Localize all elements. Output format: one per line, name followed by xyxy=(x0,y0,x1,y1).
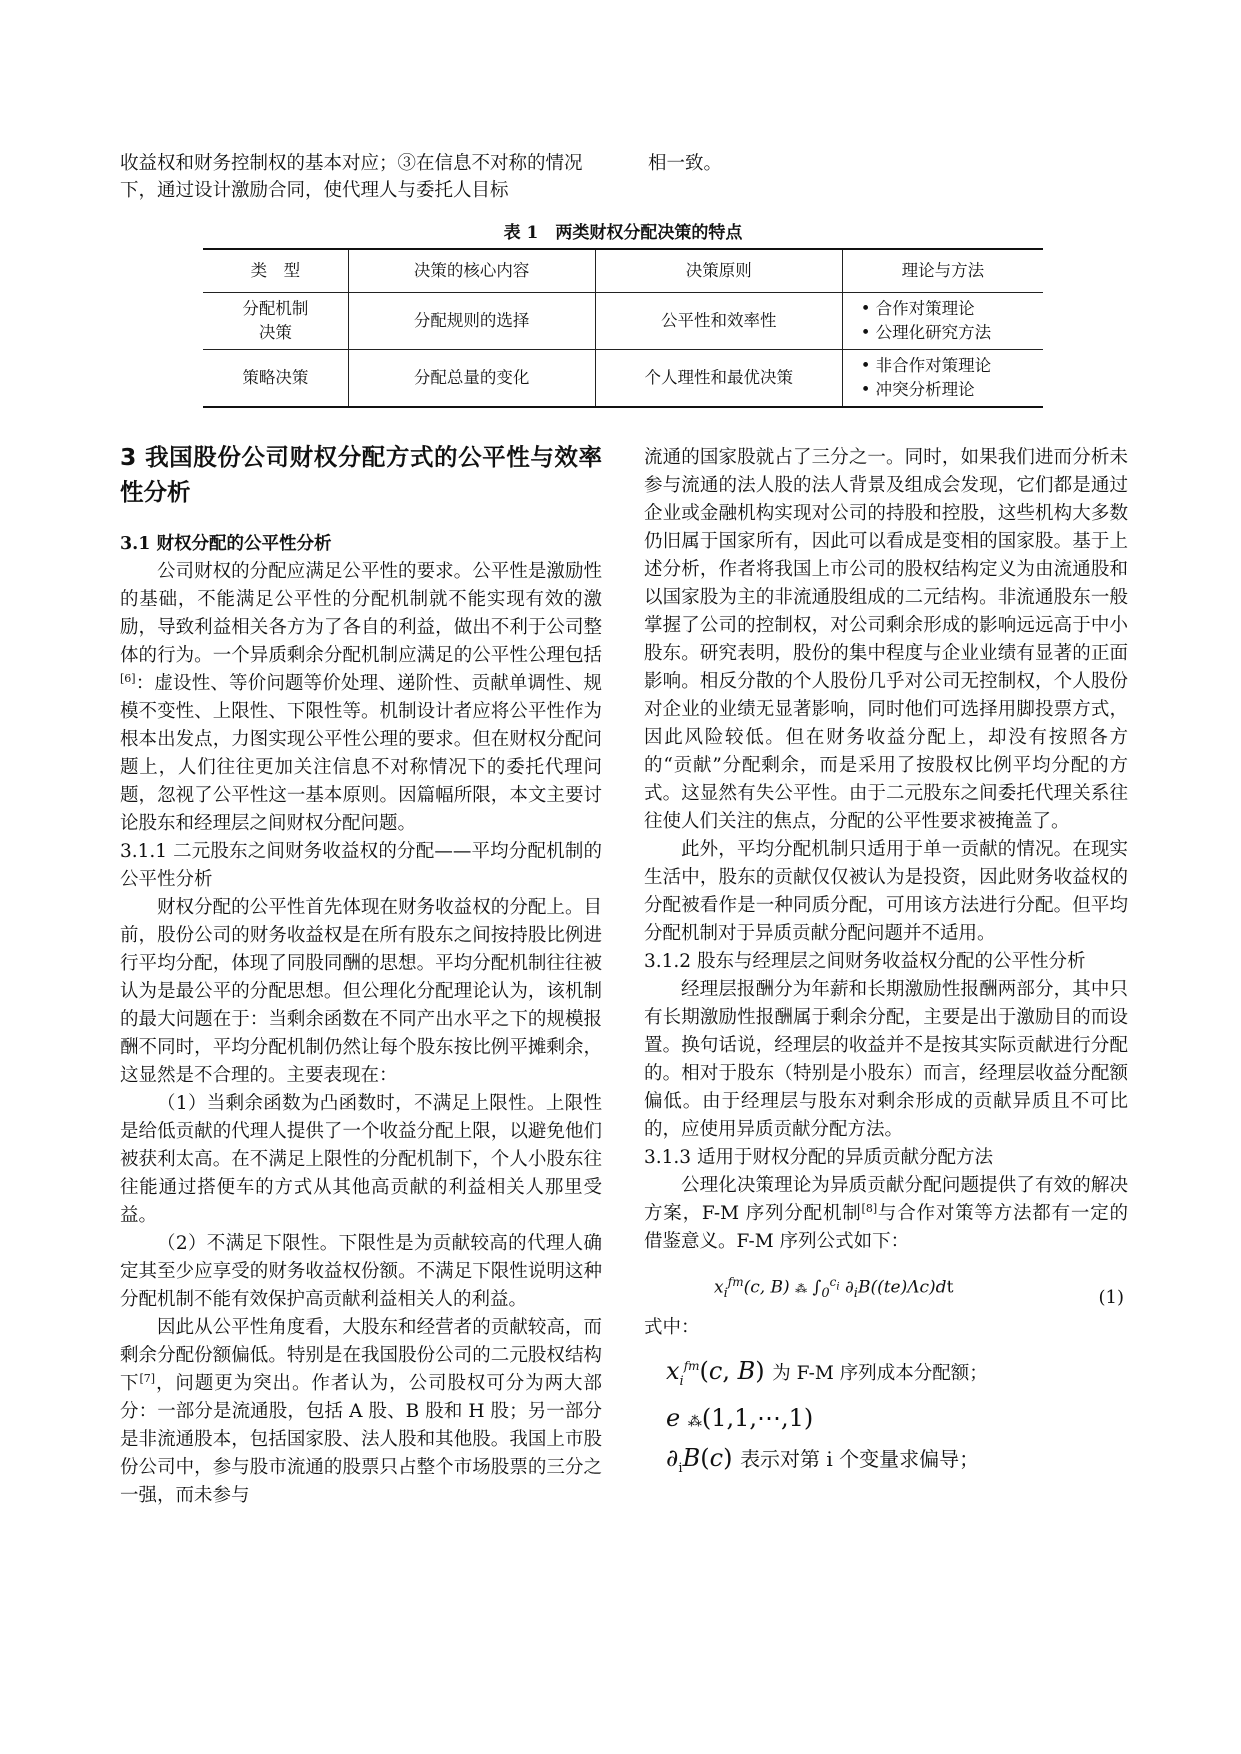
definition-2: e ⁂(1,1,⋯,1) xyxy=(666,1403,814,1432)
table-cell-principle: 个人理性和最优决策 xyxy=(595,350,842,408)
method-item: • 合作对策理论 xyxy=(860,299,975,318)
table-header-row xyxy=(203,249,1043,293)
paragraph: 财权分配的公平性首先体现在财务收益权的分配上。目前，股份公司的财务收益权是在所有股东之间按持股比例进行平均分配，体现了同股同酬的思想。平均分配机制往往被认为是最公平的分配思想。但公理化分配理论认为，该机制的最大问题在于：当剩余函数在不同产出水平之下的规模报酬不同时，平均分配机制仍然让每个股东按比例平摊剩余，这显然是不合理的。主要表现在： xyxy=(120,897,602,1086)
type-line: 决策 xyxy=(258,323,292,342)
table-row xyxy=(203,350,1043,408)
paragraph: （1）当剩余函数为凸函数时，不满足上限性。上限性是给低贡献的代理人提供了一个收益分配上限，以避免他们被获利太高。在不满足上限性的分配机制下，个人小股东往往能通过搭便车的方式从其他高贡献的利益相关人那里受益。 xyxy=(120,1093,602,1226)
method-item: • 冲突分析理论 xyxy=(860,380,975,399)
paragraph: 此外，平均分配机制只适用于单一贡献的情况。在现实生活中，股东的贡献仅仅被认为是投资，因此财务收益权的分配被看作是一种同质分配，可用该方法进行分配。但平均分配机制对于异质贡献分配问题并不适用。 xyxy=(644,839,1128,944)
paragraph-text: 公司财权的分配应满足公平性的要求。公平性是激励性的基础，不能满足公平性的分配机制就不能实现有效的激励，导致利益相关各方为了各自的利益，做出不利于公司整体的行为。一个异质剩余分配机制应满足的公平性公理包括 xyxy=(120,561,602,666)
formula-expression: $x_i^{fm}(c$, B) ⁂ $\int_0^{c_i}$ $\partial_iB((te)\Lambda c)dt$ xyxy=(714,1275,954,1302)
section-3-1-heading: 3.1 财权分配的公平性分析 xyxy=(120,534,332,554)
table-cell-type: 策略决策 xyxy=(203,350,348,408)
section-3-1-1-heading: 3.1.1 二元股东之间财务收益权的分配——平均分配机制的公平性分析 xyxy=(120,841,602,890)
paragraph-text: 与合作对策等方法都有一定的借鉴意义。F-M 序列公式如下： xyxy=(644,1203,1128,1252)
definition-3: $\partial_iB(c)$ 表示对第 i 个变量求偏导； xyxy=(666,1443,980,1476)
table-row xyxy=(203,293,1043,350)
right-column xyxy=(644,444,1128,1487)
paragraph-text: 因此从公平性角度看，大股东和经营者的贡献较高，而剩余分配份额偏低。特别是在我国股份公司的二元股权结构下 xyxy=(120,1317,602,1394)
citation-ref: [8] xyxy=(861,1201,878,1215)
table-caption: 表 1 两类财权分配决策的特点 xyxy=(503,223,743,243)
definition-text: 为 F-M 序列成本分配额； xyxy=(772,1363,988,1384)
definitions xyxy=(644,1348,1128,1487)
paragraph: 流通的国家股就占了三分之一。同时，如果我们进而分析未参与流通的法人股的法人背景及组成会发现，它们都是通过企业或金融机构实现对公司的持股和控股，这些机构大多数仍旧属于国家所有，因此可以看成是变相的国家股。基于上述分析，作者将我国上市公司的股权结构定义为由流通股和以国家股为主的非流通股组成的二元结构。非流通股东一般掌握了公司的控制权，对公司剩余形成的影响远远高于中小股东。研究表明，股份的集中程度与企业业绩有显著的正面影响。相反分散的个人股份几乎对公司无控制权，个人股份对企业的业绩无显著影响，同时他们可选择用脚投票方式，因此风险较低。但在财务收益分配上，却没有按照各方的“贡献”分配剩余，而是采用了按股权比例平均分配的方式。这显然有失公平性。由于二元股东之间委托代理关系往往使人们关注的焦点，分配的公平性要求被掩盖了。 xyxy=(644,447,1128,832)
paragraph-text: ，问题更为突出。作者认为，公司股权可分为两大部分：一部分是流通股，包括 A 股、B 股和 H 股；另一部分是非流通股本，包括国家股、法人股和其他股。我国上市股份公司中，参与股市流通的股票只占整个市场股票的三分之一强，而未参与 xyxy=(120,1373,602,1506)
paragraph-text: ：虚设性、等价问题等价处理、递阶性、贡献单调性、规模不变性、上限性、下限性等。机制设计者应将公平性作为根本出发点，力图实现公平性公理的要求。但在财权分配问题上，人们往往更加关注信息不对称情况下的委托代理问题，忽视了公平性这一基本原则。因篇幅所限，本文主要讨论股东和经理层之间财权分配问题。 xyxy=(120,673,602,834)
table-cell-methods xyxy=(842,293,1043,350)
section-3-1-3-heading: 3.1.3 适用于财权分配的异质贡献分配方法 xyxy=(644,1147,993,1168)
table-header-cell: 类 型 xyxy=(203,249,348,293)
paragraph xyxy=(120,558,602,838)
paragraph-text: 公理化决策理论为异质贡献分配问题提供了有效的解决方案，F-M 序列分配机制 xyxy=(644,1175,1128,1224)
table-cell-content: 分配规则的选择 xyxy=(348,293,595,350)
table-cell-methods xyxy=(842,350,1043,408)
table-1 xyxy=(203,248,1043,408)
definition-text: 表示对第 i 个变量求偏导； xyxy=(740,1446,980,1471)
table-cell-principle: 公平性和效率性 xyxy=(595,293,842,350)
paragraph: 经理层报酬分为年薪和长期激励性报酬两部分，其中只有长期激励性报酬属于剩余分配，主要是出于激励目的而设置。换句话说，经理层的收益并不是按其实际贡献进行分配的。相对于股东（特别是小股东）而言，经理层收益分配额偏低。由于经理层与股东对剩余形成的贡献异质且不可比的，应使用异质贡献分配方法。 xyxy=(644,979,1128,1140)
formula-number: (1) xyxy=(1098,1287,1124,1308)
left-column xyxy=(120,440,602,1510)
section-3-heading: 3 我国股份公司财权分配方式的公平性与效率性分析 xyxy=(120,443,602,506)
paragraph xyxy=(120,1314,602,1510)
table-cell-content: 分配总量的变化 xyxy=(348,350,595,408)
table-header-cell: 决策原则 xyxy=(595,249,842,293)
citation-ref: [6] xyxy=(120,671,136,685)
continuation-text-left: 收益权和财务控制权的基本对应；③在信息不对称的情况下，通过设计激励合同，使代理人与委托人目标 xyxy=(120,153,583,201)
table-cell-type xyxy=(203,293,348,350)
continuation-text-right: 相一致。 xyxy=(648,153,723,174)
type-line: 分配机制 xyxy=(242,299,309,318)
method-item: • 公理化研究方法 xyxy=(860,323,992,342)
formula-1 xyxy=(644,1262,1128,1310)
where-label: 式中： xyxy=(644,1317,700,1338)
citation-ref: [7] xyxy=(139,1371,156,1385)
section-3-1-2-heading: 3.1.2 股东与经理层之间财务收益权分配的公平性分析 xyxy=(644,951,1086,972)
paragraph: （2）不满足下限性。下限性是为贡献较高的代理人确定其至少应享受的财务收益权份额。不满足下限性说明这种分配机制不能有效保护高贡献利益相关人的利益。 xyxy=(120,1233,602,1310)
table-header-cell: 理论与方法 xyxy=(842,249,1043,293)
method-item: • 非合作对策理论 xyxy=(860,356,992,375)
paragraph xyxy=(644,1172,1128,1256)
table-header-cell: 决策的核心内容 xyxy=(348,249,595,293)
definition-1: $x_i^{fm}(c$, B) 为 F-M 序列成本分配额； xyxy=(666,1357,988,1389)
